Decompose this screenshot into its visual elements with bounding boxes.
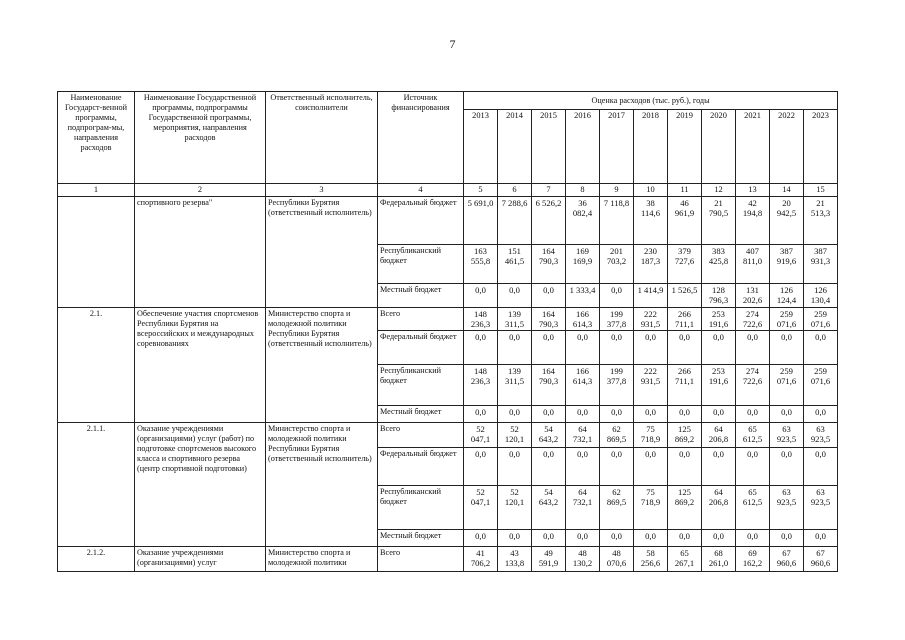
amount-cell: 253 191,6 <box>702 308 736 331</box>
amount-cell: 163 555,8 <box>464 245 498 284</box>
amount-cell: 46 961,9 <box>668 197 702 245</box>
amount-cell: 151 461,5 <box>498 245 532 284</box>
amount-cell: 0,0 <box>634 448 668 486</box>
amount-cell: 52 047,1 <box>464 423 498 448</box>
table-row <box>58 308 838 331</box>
header-executor: Ответственный исполнитель, соисполнители <box>266 92 378 184</box>
amount-cell: 0,0 <box>634 530 668 547</box>
amount-cell: 259 071,6 <box>804 308 838 331</box>
row-code: 2.1.2. <box>58 547 135 572</box>
amount-cell: 0,0 <box>804 406 838 423</box>
amount-cell: 64 206,8 <box>702 486 736 530</box>
amount-cell: 125 869,2 <box>668 486 702 530</box>
row-funding-source: Всего <box>378 423 464 448</box>
year-header: 2020 <box>702 110 736 184</box>
row-funding-source: Федеральный бюджет <box>378 331 464 365</box>
amount-cell: 0,0 <box>600 530 634 547</box>
amount-cell: 0,0 <box>566 448 600 486</box>
column-number: 10 <box>634 184 668 197</box>
year-header: 2014 <box>498 110 532 184</box>
amount-cell: 0,0 <box>634 406 668 423</box>
amount-cell: 274 722,6 <box>736 308 770 331</box>
year-header: 2015 <box>532 110 566 184</box>
amount-cell: 383 425,8 <box>702 245 736 284</box>
column-number: 15 <box>804 184 838 197</box>
column-number: 13 <box>736 184 770 197</box>
amount-cell: 0,0 <box>498 406 532 423</box>
year-header: 2016 <box>566 110 600 184</box>
amount-cell: 63 923,5 <box>804 486 838 530</box>
amount-cell: 1 333,4 <box>566 284 600 308</box>
row-code: 2.1.1. <box>58 423 135 547</box>
row-funding-source: Республиканский бюджет <box>378 245 464 284</box>
amount-cell: 0,0 <box>736 448 770 486</box>
column-number: 4 <box>378 184 464 197</box>
amount-cell: 0,0 <box>736 406 770 423</box>
amount-cell: 43 133,8 <box>498 547 532 572</box>
column-number: 6 <box>498 184 532 197</box>
year-header: 2023 <box>804 110 838 184</box>
row-code <box>58 197 135 308</box>
amount-cell: 0,0 <box>566 530 600 547</box>
amount-cell: 0,0 <box>498 284 532 308</box>
header-funding-source: Источник финансирования <box>378 92 464 184</box>
amount-cell: 0,0 <box>804 448 838 486</box>
row-funding-source: Местный бюджет <box>378 530 464 547</box>
amount-cell: 0,0 <box>804 530 838 547</box>
table-row <box>58 547 838 572</box>
amount-cell: 0,0 <box>702 448 736 486</box>
amount-cell: 128 796,3 <box>702 284 736 308</box>
amount-cell: 38 114,6 <box>634 197 668 245</box>
amount-cell: 58 256,6 <box>634 547 668 572</box>
amount-cell: 48 130,2 <box>566 547 600 572</box>
amount-cell: 0,0 <box>532 284 566 308</box>
expenditure-table <box>57 91 838 572</box>
amount-cell: 21 790,5 <box>702 197 736 245</box>
row-measure-name: Оказание учреждениями (организациями) услуг <box>135 547 266 572</box>
amount-cell: 201 703,2 <box>600 245 634 284</box>
row-funding-source: Всего <box>378 308 464 331</box>
column-number: 12 <box>702 184 736 197</box>
column-number: 14 <box>770 184 804 197</box>
amount-cell: 0,0 <box>702 331 736 365</box>
row-executor: Министерство спорта и молодежной политики <box>266 547 378 572</box>
table-row <box>58 423 838 448</box>
amount-cell: 259 071,6 <box>804 365 838 406</box>
amount-cell: 0,0 <box>464 331 498 365</box>
amount-cell: 0,0 <box>770 448 804 486</box>
amount-cell: 0,0 <box>736 530 770 547</box>
amount-cell: 67 960,6 <box>770 547 804 572</box>
amount-cell: 0,0 <box>532 448 566 486</box>
amount-cell: 199 377,8 <box>600 365 634 406</box>
row-funding-source: Местный бюджет <box>378 284 464 308</box>
amount-cell: 0,0 <box>498 448 532 486</box>
amount-cell: 169 169,9 <box>566 245 600 284</box>
amount-cell: 0,0 <box>498 530 532 547</box>
row-measure-name: Оказание учреждениями (организациями) услуг (работ) по подготовке спортсменов высокого класса и спортивного резерва (центр спортивной подготовки) <box>135 423 266 547</box>
amount-cell: 41 706,2 <box>464 547 498 572</box>
table-row <box>58 197 838 245</box>
amount-cell: 62 869,5 <box>600 423 634 448</box>
amount-cell: 199 377,8 <box>600 308 634 331</box>
row-funding-source: Республиканский бюджет <box>378 486 464 530</box>
amount-cell: 52 120,1 <box>498 423 532 448</box>
amount-cell: 0,0 <box>600 448 634 486</box>
amount-cell: 222 931,5 <box>634 365 668 406</box>
amount-cell: 387 919,6 <box>770 245 804 284</box>
amount-cell: 0,0 <box>736 331 770 365</box>
amount-cell: 0,0 <box>668 448 702 486</box>
amount-cell: 0,0 <box>566 331 600 365</box>
amount-cell: 7 288,6 <box>498 197 532 245</box>
amount-cell: 126 124,4 <box>770 284 804 308</box>
amount-cell: 54 643,2 <box>532 486 566 530</box>
amount-cell: 1 414,9 <box>634 284 668 308</box>
amount-cell: 0,0 <box>600 284 634 308</box>
amount-cell: 407 811,0 <box>736 245 770 284</box>
row-funding-source: Всего <box>378 547 464 572</box>
amount-cell: 148 236,3 <box>464 308 498 331</box>
amount-cell: 5 691,0 <box>464 197 498 245</box>
amount-cell: 0,0 <box>464 284 498 308</box>
amount-cell: 0,0 <box>532 530 566 547</box>
amount-cell: 0,0 <box>600 406 634 423</box>
amount-cell: 1 526,5 <box>668 284 702 308</box>
amount-cell: 0,0 <box>668 406 702 423</box>
amount-cell: 0,0 <box>464 406 498 423</box>
year-header: 2018 <box>634 110 668 184</box>
amount-cell: 139 311,5 <box>498 365 532 406</box>
amount-cell: 266 711,1 <box>668 308 702 331</box>
row-measure-name: Обеспечение участия спортсменов Республики Бурятия на всероссийских и международных соревнованиях <box>135 308 266 423</box>
amount-cell: 64 206,8 <box>702 423 736 448</box>
amount-cell: 64 732,1 <box>566 423 600 448</box>
amount-cell: 0,0 <box>668 530 702 547</box>
row-executor: Республики Бурятия (ответственный исполнитель) <box>266 197 378 308</box>
amount-cell: 0,0 <box>770 406 804 423</box>
amount-cell: 0,0 <box>464 530 498 547</box>
amount-cell: 68 261,0 <box>702 547 736 572</box>
amount-cell: 64 732,1 <box>566 486 600 530</box>
amount-cell: 69 162,2 <box>736 547 770 572</box>
row-funding-source: Федеральный бюджет <box>378 448 464 486</box>
amount-cell: 54 643,2 <box>532 423 566 448</box>
column-number: 7 <box>532 184 566 197</box>
row-executor: Министерство спорта и молодежной политики Республики Бурятия (ответственный исполнитель) <box>266 308 378 423</box>
amount-cell: 379 727,6 <box>668 245 702 284</box>
amount-cell: 52 120,1 <box>498 486 532 530</box>
amount-cell: 139 311,5 <box>498 308 532 331</box>
amount-cell: 21 513,3 <box>804 197 838 245</box>
amount-cell: 7 118,8 <box>600 197 634 245</box>
amount-cell: 48 070,6 <box>600 547 634 572</box>
year-header: 2021 <box>736 110 770 184</box>
amount-cell: 0,0 <box>702 530 736 547</box>
amount-cell: 0,0 <box>668 331 702 365</box>
amount-cell: 6 526,2 <box>532 197 566 245</box>
amount-cell: 274 722,6 <box>736 365 770 406</box>
amount-cell: 222 931,5 <box>634 308 668 331</box>
amount-cell: 75 718,9 <box>634 486 668 530</box>
amount-cell: 36 082,4 <box>566 197 600 245</box>
amount-cell: 0,0 <box>566 406 600 423</box>
amount-cell: 125 869,2 <box>668 423 702 448</box>
header-program-name: Наименование Государст-венной программы, подпрограм-мы, направления расходов <box>58 92 135 184</box>
column-number: 5 <box>464 184 498 197</box>
header-measure-name: Наименование Государственной программы, подпрограммы Государственной программы, мероприятия, направления расходов <box>135 92 266 184</box>
amount-cell: 230 187,3 <box>634 245 668 284</box>
column-number: 1 <box>58 184 135 197</box>
amount-cell: 0,0 <box>634 331 668 365</box>
column-number: 8 <box>566 184 600 197</box>
amount-cell: 75 718,9 <box>634 423 668 448</box>
amount-cell: 0,0 <box>532 331 566 365</box>
amount-cell: 164 790,3 <box>532 365 566 406</box>
amount-cell: 0,0 <box>702 406 736 423</box>
amount-cell: 387 931,3 <box>804 245 838 284</box>
amount-cell: 52 047,1 <box>464 486 498 530</box>
amount-cell: 0,0 <box>804 331 838 365</box>
amount-cell: 0,0 <box>600 331 634 365</box>
amount-cell: 42 194,8 <box>736 197 770 245</box>
amount-cell: 0,0 <box>532 406 566 423</box>
amount-cell: 164 790,3 <box>532 308 566 331</box>
row-measure-name: спортивного резерва" <box>135 197 266 308</box>
amount-cell: 65 612,5 <box>736 486 770 530</box>
amount-cell: 0,0 <box>770 331 804 365</box>
year-header: 2017 <box>600 110 634 184</box>
amount-cell: 164 790,3 <box>532 245 566 284</box>
header-expense-estimate: Оценка расходов (тыс. руб.), годы <box>464 92 838 110</box>
column-number: 9 <box>600 184 634 197</box>
amount-cell: 266 711,1 <box>668 365 702 406</box>
amount-cell: 63 923,5 <box>770 486 804 530</box>
amount-cell: 0,0 <box>770 530 804 547</box>
row-code: 2.1. <box>58 308 135 423</box>
amount-cell: 259 071,6 <box>770 308 804 331</box>
row-funding-source: Местный бюджет <box>378 406 464 423</box>
amount-cell: 253 191,6 <box>702 365 736 406</box>
amount-cell: 65 267,1 <box>668 547 702 572</box>
amount-cell: 63 923,5 <box>770 423 804 448</box>
amount-cell: 20 942,5 <box>770 197 804 245</box>
column-number: 2 <box>135 184 266 197</box>
amount-cell: 148 236,3 <box>464 365 498 406</box>
row-funding-source: Федеральный бюджет <box>378 197 464 245</box>
year-header: 2019 <box>668 110 702 184</box>
amount-cell: 63 923,5 <box>804 423 838 448</box>
amount-cell: 65 612,5 <box>736 423 770 448</box>
column-number: 11 <box>668 184 702 197</box>
amount-cell: 67 960,6 <box>804 547 838 572</box>
amount-cell: 0,0 <box>464 448 498 486</box>
page-number: 7 <box>449 37 456 51</box>
amount-cell: 0,0 <box>498 331 532 365</box>
row-funding-source: Республиканский бюджет <box>378 365 464 406</box>
amount-cell: 62 869,5 <box>600 486 634 530</box>
amount-cell: 126 130,4 <box>804 284 838 308</box>
amount-cell: 131 202,6 <box>736 284 770 308</box>
row-executor: Министерство спорта и молодежной политики Республики Бурятия (ответственный исполнитель) <box>266 423 378 547</box>
amount-cell: 166 614,3 <box>566 365 600 406</box>
year-header: 2022 <box>770 110 804 184</box>
column-number: 3 <box>266 184 378 197</box>
year-header: 2013 <box>464 110 498 184</box>
amount-cell: 166 614,3 <box>566 308 600 331</box>
amount-cell: 259 071,6 <box>770 365 804 406</box>
amount-cell: 49 591,9 <box>532 547 566 572</box>
